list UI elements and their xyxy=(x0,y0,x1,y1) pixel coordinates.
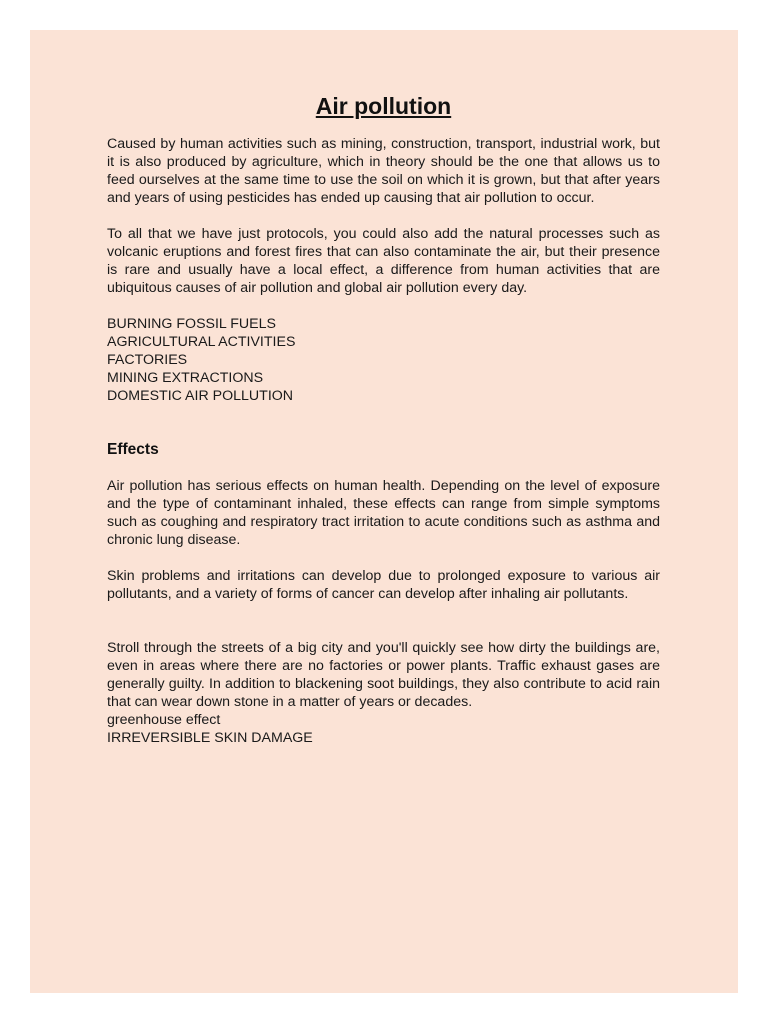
cause-item: MINING EXTRACTIONS xyxy=(107,370,264,386)
spacer xyxy=(107,405,660,441)
spacer xyxy=(107,549,660,567)
spacer xyxy=(107,207,660,225)
effects-paragraph-1: Air pollution has serious effects on human health. Depending on the level of exposure and the type of contaminant inhaled, these effects can range from simple symptoms such as coughing and respiratory tract irritation to acute conditions such as asthma and chronic lung disease. xyxy=(107,478,660,548)
spacer xyxy=(107,603,660,639)
effects-paragraph-2: Skin problems and irritations can develop due to prolonged exposure to various air pollutants, and a variety of forms of cancer can develop after inhaling air pollutants. xyxy=(107,568,660,602)
cause-item: FACTORIES xyxy=(107,352,188,368)
document-page xyxy=(30,30,738,993)
intro-paragraph-2: To all that we have just protocols, you could also add the natural processes such as volcanic eruptions and forest fires that can also contaminate the air, but their presence is rare and usually have a local effect, a difference from human activities that are ubiquitous causes of air pollution and global air pollution every day. xyxy=(107,226,660,296)
document-title: Air pollution xyxy=(315,93,452,119)
closing-line-skin-damage: IRREVERSIBLE SKIN DAMAGE xyxy=(107,730,313,746)
causes-list xyxy=(107,315,660,405)
intro-paragraph-1: Caused by human activities such as mining, construction, transport, industrial work, but it is also produced by agriculture, which in theory should be the one that allows us to feed ourselves at the same time to use the soil on which it is grown, but that after years and years of using pesticides has ended up causing that air pollution to occur. xyxy=(107,136,660,206)
cause-item: BURNING FOSSIL FUELS xyxy=(107,316,276,332)
effects-heading: Effects xyxy=(107,441,159,458)
cause-item: AGRICULTURAL ACTIVITIES xyxy=(107,334,296,350)
effects-paragraph-3: Stroll through the streets of a big city and you'll quickly see how dirty the buildings are, even in areas where there are no factories or power plants. Traffic exhaust gases are generally guilty. In addition to blackening soot buildings, they also contribute to acid rain that can wear down stone in a matter of years or decades. xyxy=(107,640,660,710)
spacer xyxy=(107,297,660,315)
spacer xyxy=(107,459,660,477)
closing-line-greenhouse: greenhouse effect xyxy=(107,712,221,728)
document-body xyxy=(107,92,660,747)
cause-item: DOMESTIC AIR POLLUTION xyxy=(107,388,294,404)
